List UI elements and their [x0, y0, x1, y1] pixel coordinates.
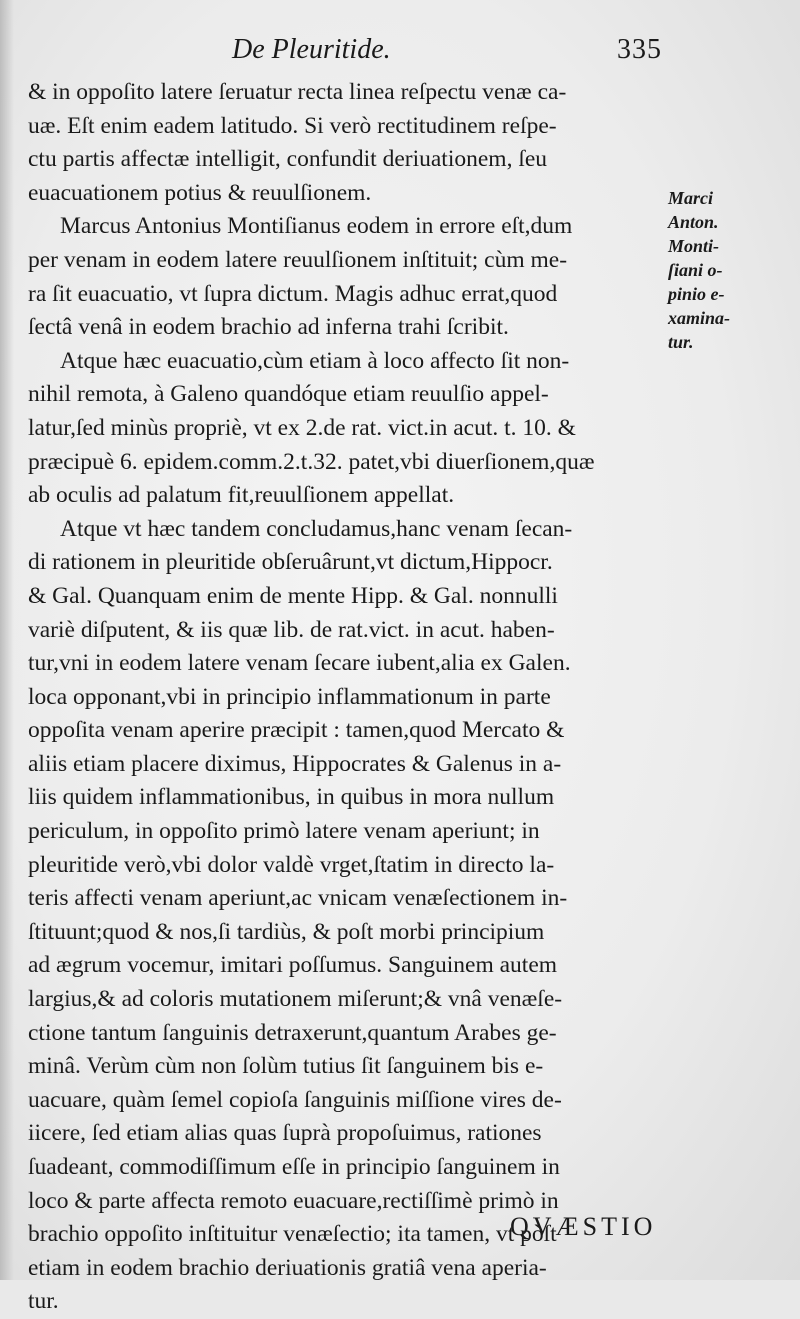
- text-line: largius,& ad coloris mutationem miſerunt;& vnâ venæſe-: [28, 986, 563, 1013]
- text-line: ctione tantum ſanguinis detraxerunt,quantum Arabes ge-: [28, 1019, 557, 1046]
- text-line: teris affecti venam aperiunt,ac vnicam venæſectionem in-: [28, 885, 568, 912]
- text-line: uacuare, quàm ſemel copioſa ſanguinis miſſione vires de-: [28, 1086, 562, 1113]
- text-line: latur,ſed minùs propriè, vt ex 2.de rat. vict.in acut. t. 10. &: [28, 414, 576, 441]
- text-line: iicere, ſed etiam alias quas ſuprà propoſuimus, rationes: [28, 1120, 542, 1147]
- margin-note-line: xamina-: [668, 308, 731, 328]
- text-line: loco & parte affecta remoto euacuare,rectiſſimè primò in: [28, 1187, 559, 1214]
- margin-note-line: ſiani o-: [668, 260, 723, 280]
- text-line: tur.: [28, 1288, 59, 1315]
- text-line: variè diſputent, & iis quæ lib. de rat.vict. in acut. haben-: [28, 616, 555, 643]
- catchword: QVÆSTIO: [510, 1212, 657, 1241]
- text-line: præcipuè 6. epidem.comm.2.t.32. patet,vbi diuerſionem,quæ: [28, 448, 595, 475]
- text-line: loca opponant,vbi in principio inflammationum in parte: [28, 683, 551, 710]
- text-line: nihil remota, à Galeno quandóque etiam reuulſio appel-: [28, 381, 549, 408]
- page-number: 335: [617, 34, 662, 65]
- page-header: [232, 34, 662, 74]
- text-line: minâ. Verùm cùm non ſolùm tutius ſit ſanguinem bis e-: [28, 1053, 544, 1080]
- margin-note-line: tur.: [668, 332, 694, 352]
- text-line: & in oppoſito latere ſeruatur recta linea reſpectu venæ ca-: [28, 79, 567, 105]
- text-line: ad ægrum vocemur, imitari poſſumus. Sanguinem autem: [28, 952, 558, 979]
- text-line: ctu partis affectæ intelligit, confundit deriuationem, ſeu: [28, 146, 548, 173]
- text-line: ſectâ venâ in eodem brachio ad inferna trahi ſcribit.: [28, 314, 509, 341]
- margin-note-line: pinio e-: [668, 284, 725, 304]
- running-title: De Pleuritide.: [232, 34, 391, 65]
- margin-note-line: Anton.: [668, 212, 719, 232]
- text-line: ſtituunt;quod & nos,ſi tardiùs, & poſt morbi principium: [28, 918, 545, 945]
- text-line: etiam in eodem brachio deriuationis gratiâ vena aperia-: [28, 1254, 547, 1281]
- text-line: periculum, in oppoſito primò latere venam aperiunt; in: [28, 818, 540, 845]
- text-line: oppoſita venam aperire præcipit : tamen,quod Mercato &: [28, 717, 565, 744]
- margin-note: [668, 186, 788, 354]
- text-line: ſuadeant, commodiſſimum eſſe in principio ſanguinem in: [28, 1154, 560, 1180]
- text-line: liis quidem inflammationibus, in quibus in mora nullum: [28, 784, 555, 811]
- text-line: euacuationem potius & reuulſionem.: [28, 179, 372, 206]
- text-line: pleuritide verò,vbi dolor valdè vrget,ſtatim in directo la-: [28, 851, 555, 878]
- text-line: aliis etiam placere diximus, Hippocrates & Galenus in a-: [28, 750, 562, 777]
- text-line: per venam in eodem latere reuulſionem inſtituit; cùm me-: [28, 246, 568, 273]
- text-line: di rationem in pleuritide obſeruârunt,vt dictum,Hippocr.: [28, 549, 553, 576]
- text-line: tur,vni in eodem latere venam ſecare iubent,alia ex Galen.: [28, 650, 571, 677]
- page-binding-shadow: [0, 0, 14, 1280]
- text-line: brachio oppoſito inſtituitur venæſectio; ita tamen, vt pòſt: [28, 1221, 557, 1248]
- text-line: & Gal. Quanquam enim de mente Hipp. & Gal. nonnulli: [28, 582, 558, 609]
- main-text-block: [28, 76, 668, 1319]
- text-line: ra ſit euacuatio, vt ſupra dictum. Magis adhuc errat,quod: [28, 280, 558, 307]
- text-line: ab oculis ad palatum fit,reuulſionem appellat.: [28, 482, 455, 509]
- text-line: uæ. Eſt enim eadem latitudo. Si verò rectitudinem reſpe-: [28, 112, 557, 139]
- text-line: Atque vt hæc tandem concludamus,hanc venam ſecan-: [60, 515, 573, 542]
- margin-note-line: Monti-: [668, 236, 720, 256]
- margin-note-line: Marci: [668, 188, 713, 208]
- text-line: Atque hæc euacuatio,cùm etiam à loco affecto ſit non-: [60, 347, 570, 374]
- text-line: Marcus Antonius Montiſianus eodem in errore eſt,dum: [60, 213, 573, 240]
